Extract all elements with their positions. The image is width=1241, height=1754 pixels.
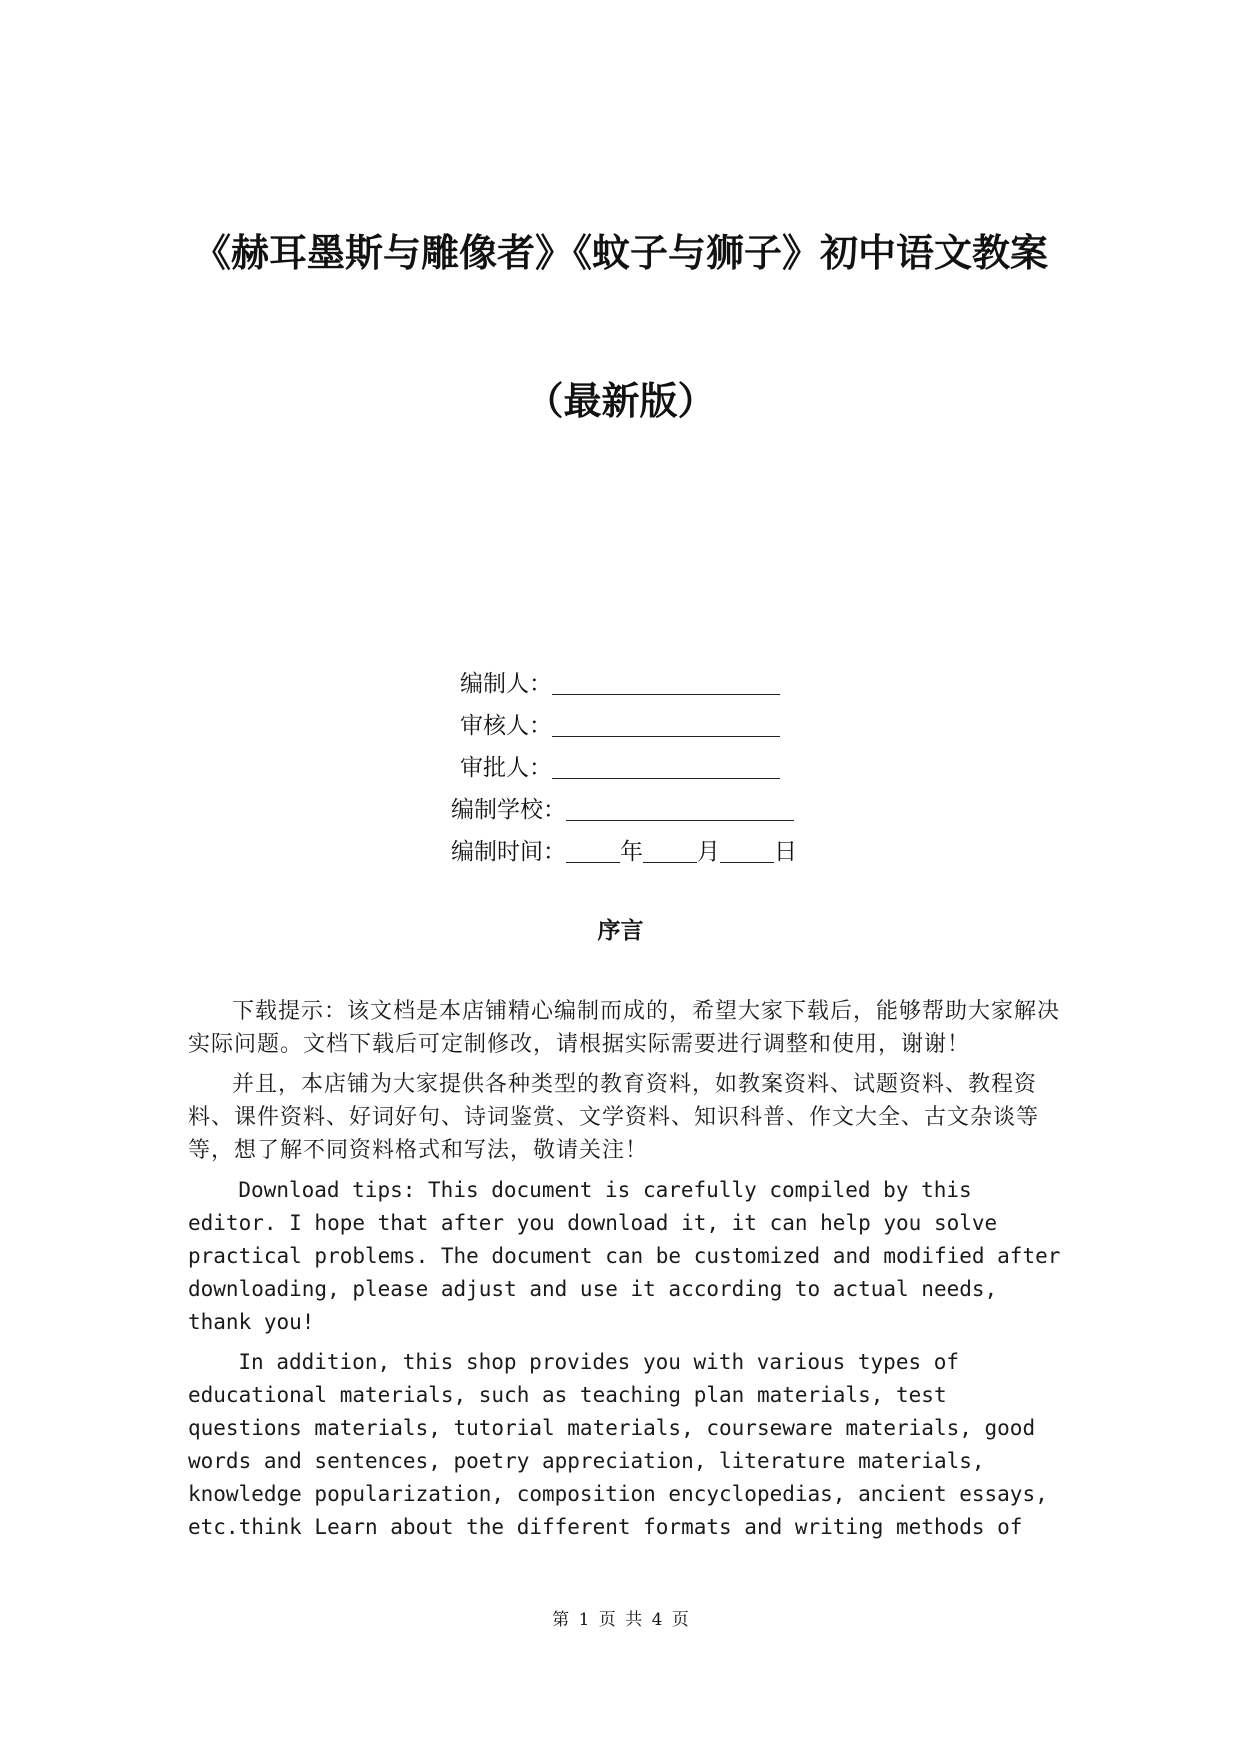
compiler-row	[0, 663, 1241, 705]
page-footer: 第 1 页 共 4 页	[552, 1610, 689, 1630]
school-label: 编制学校：	[451, 797, 566, 823]
preface-body	[188, 995, 1068, 1551]
signature-form	[0, 663, 1241, 873]
compiler-blank	[552, 666, 780, 695]
time-row	[0, 831, 1241, 873]
time-label: 编制时间：	[451, 839, 566, 865]
reviewer-row	[0, 705, 1241, 747]
year-unit: 年	[620, 839, 643, 865]
month-unit: 月	[697, 839, 720, 865]
preface-paragraph-cn-1: 下载提示：该文档是本店铺精心编制而成的，希望大家下载后，能够帮助大家解决实际问题。文档下载后可定制修改，请根据实际需要进行调整和使用，谢谢！	[188, 999, 1061, 1057]
document-subtitle: （最新版）	[525, 378, 716, 423]
approver-row	[0, 747, 1241, 789]
preface-paragraph-en-1: Download tips: This document is carefully compiled by this editor. I hope that after you download it, it can help you solve practical problems. The document can be customized and modified after downloading, please adjust and use it according to actual needs, thank you!	[188, 1178, 1061, 1334]
year-blank	[566, 834, 620, 863]
school-blank	[566, 792, 794, 821]
approver-label: 审批人：	[460, 755, 552, 781]
month-blank	[643, 834, 697, 863]
preface-heading: 序言	[597, 918, 644, 944]
day-unit: 日	[774, 839, 797, 865]
approver-blank	[552, 750, 780, 779]
compiler-label: 编制人：	[460, 671, 552, 697]
day-blank	[720, 834, 774, 863]
document-title: 《赫耳墨斯与雕像者》《蚊子与狮子》初中语文教案	[192, 230, 1048, 275]
reviewer-label: 审核人：	[460, 713, 552, 739]
preface-paragraph-cn-2: 并且，本店铺为大家提供各种类型的教育资料，如教案资料、试题资料、教程资料、课件资料、好词好句、诗词鉴赏、文学资料、知识科普、作文大全、古文杂谈等等，想了解不同资料格式和写法，敬请关注！	[188, 1072, 1040, 1163]
reviewer-blank	[552, 708, 780, 737]
preface-paragraph-en-2: In addition, this shop provides you with various types of educational materials, such as teaching plan materials, test questions materials, tutorial materials, courseware materials, good words and sentences, poetry appreciation, literature materials, knowledge popularization, composition encyclopedias, ancient essays, etc.think Learn about the different formats and writing methods of	[188, 1350, 1048, 1539]
school-row	[0, 789, 1241, 831]
